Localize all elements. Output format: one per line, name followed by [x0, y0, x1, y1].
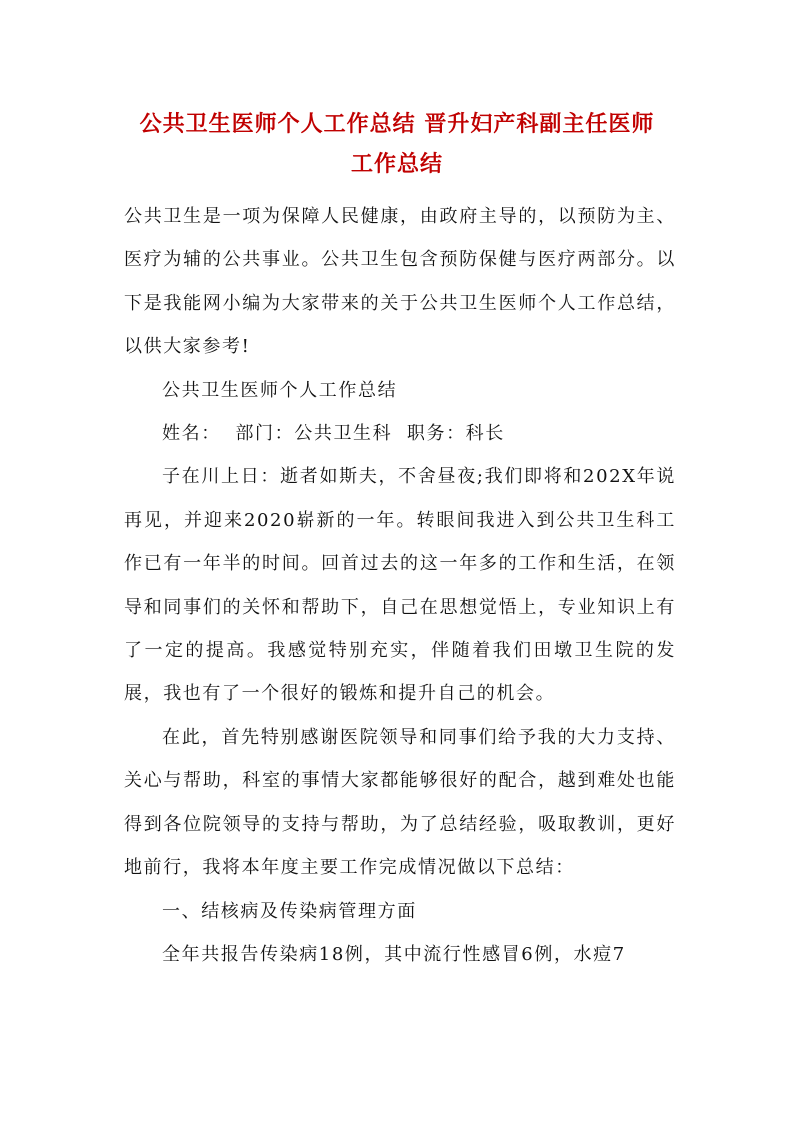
- subtitle-paragraph: 公共卫生医师个人工作总结: [162, 379, 398, 401]
- intro-paragraph: 公共卫生是一项为保障人民健康，由政府主导的，以预防为主、医疗为辅的公共事业。公共卫生包含预防保健与医疗两部分。以下是我能网小编为大家带来的关于公共卫生医师个人工作总结，以供大家参考!: [124, 206, 676, 358]
- body-paragraph-1: 子在川上日：逝者如斯夫，不舍昼夜;我们即将和202X年说再见，并迎来2020崭新的一年。转眼间我进入到公共卫生科工作已有一年半的时间。回首过去的这一年多的工作和生活，在领导和同事们的关怀和帮助下，自己在思想觉悟上，专业知识上有了一定的提高。我感觉特别充实，伴随着我们田墩卫生院的发展，我也有了一个很好的锻炼和提升自己的机会。: [124, 466, 676, 705]
- body-paragraph-2: 在此，首先特别感谢医院领导和同事们给予我的大力支持、关心与帮助，科室的事情大家都能够很好的配合，越到难处也能得到各位院领导的支持与帮助，为了总结经验，吸取教训，更好地前行，我将本年度主要工作完成情况做以下总结：: [124, 726, 676, 879]
- body-paragraph-3: 全年共报告传染病18例，其中流行性感冒6例，水痘7: [162, 943, 626, 965]
- section-heading-1: 一、结核病及传染病管理方面: [162, 900, 417, 922]
- document-body: [124, 195, 676, 976]
- info-line: 姓名： 部门：公共卫生科 职务：科长: [162, 423, 505, 445]
- document-title-line-2: 工作总结: [350, 151, 443, 177]
- document-title-line-1: 公共卫生医师个人工作总结 晋升妇产科副主任医师: [139, 111, 655, 137]
